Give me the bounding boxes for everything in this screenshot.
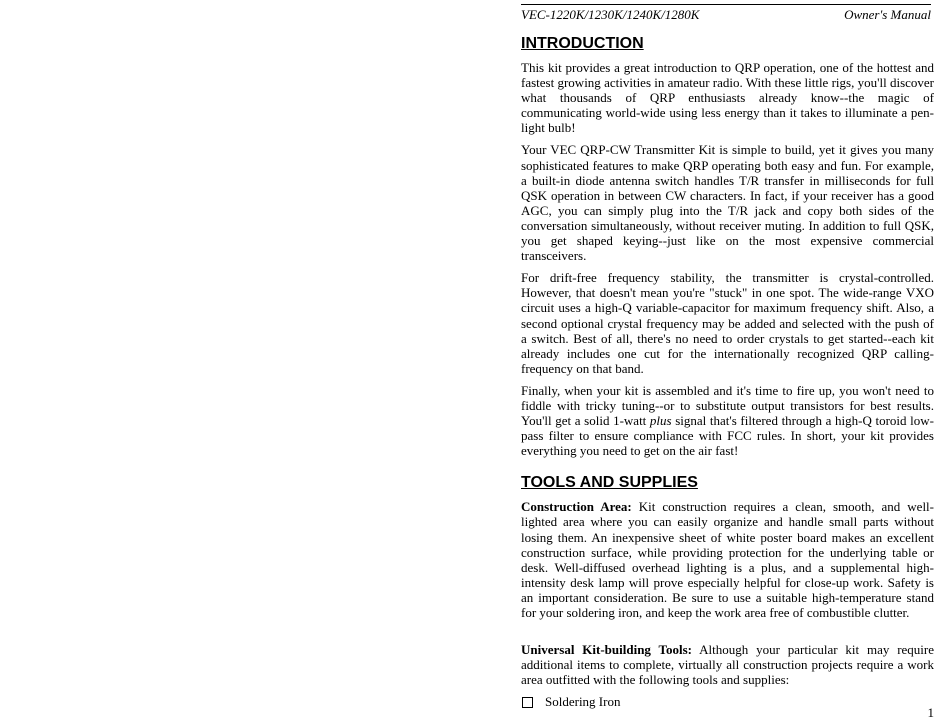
universal-tools-lead: Universal Kit-building Tools:	[521, 642, 693, 658]
construction-area-lead: Construction Area:	[521, 499, 632, 515]
intro-paragraph-4	[521, 383, 934, 458]
tools-heading: TOOLS AND SUPPLIES	[521, 474, 698, 492]
text-column	[521, 34, 934, 710]
p4-emphasis: plus	[649, 413, 672, 429]
checklist-item-soldering-iron	[521, 694, 934, 710]
checkbox-icon	[522, 697, 533, 708]
universal-tools-paragraph	[521, 642, 934, 687]
p4-text-after: signal that's filtered through a high-Q toroid low-pass filter to ensure compliance with FCC rules. In short, your kit provides everything you need to get on the air fast!	[521, 413, 934, 459]
header-manual-title: Owner's Manual	[844, 7, 931, 22]
intro-paragraph-2: Your VEC QRP-CW Transmitter Kit is simple to build, yet it gives you many sophisticated features to make QRP operating both easy and fun. For example, a built-in diode antenna switch handles T/R transfer in milliseconds for full QSK operation in between CW characters. In fact, if your receiver has a good AGC, you can simply plug into the T/R jack and copy both sides of the conversation simultaneously, without receiver muting. In addition to full QSK, you get shaped keying--just like on the most expensive commercial transceivers.	[521, 142, 934, 264]
p4-text-before: Finally, when your kit is assembled and it's time to fire up, you won't need to fiddle with tricky tuning--or to substitute output transistors for best results. You'll get a solid 1-watt	[521, 382, 934, 429]
introduction-heading: INTRODUCTION	[521, 35, 644, 52]
spacer	[521, 627, 934, 642]
universal-tools-text: Although your particular kit may require additional items to complete, virtually all construction projects require a work area outfitted with the following tools and supplies:	[521, 642, 934, 688]
intro-paragraph-1: This kit provides a great introduction to QRP operation, one of the hottest and fastest growing activities in amateur radio. With these little rigs, you'll discover what thousands of QRP enthusiasts already know--the magic of communicating world-wide using less energy than it takes to illuminate a pen-light bulb!	[521, 60, 934, 136]
construction-area-text: Kit construction requires a clean, smooth, and well-lighted area where you can easily organize and handle small parts without losing them. An inexpensive sheet of white poster board makes an excellent construction surface, while providing protection for the underlying table or desk. Well-diffused overhead lighting is a plus, and a supplemental high-intensity desk lamp will prove especially helpful for close-up work. Safety is an important consideration. Be sure to use a suitable high-temperature stand for your soldering iron, and keep the work area free of combustible clutter.	[521, 499, 934, 620]
intro-paragraph-3: For drift-free frequency stability, the transmitter is crystal-controlled. However, that doesn't mean you're "stuck" in one spot. The wide-range VXO circuit uses a high-Q variable-capacitor for maximum frequency shift. Also, a second optional crystal frequency may be added and selected with the push of a switch. Best of all, there's no need to order crystals to get started--each kit already includes one cut for the internationally recognized QRP calling-frequency on that band.	[521, 270, 934, 376]
header-model: VEC-1220K/1230K/1240K/1280K	[521, 7, 700, 22]
running-header	[521, 4, 931, 22]
page-number: 1	[927, 705, 934, 720]
construction-area-paragraph	[521, 499, 934, 620]
checklist-label: Soldering Iron	[545, 694, 621, 710]
